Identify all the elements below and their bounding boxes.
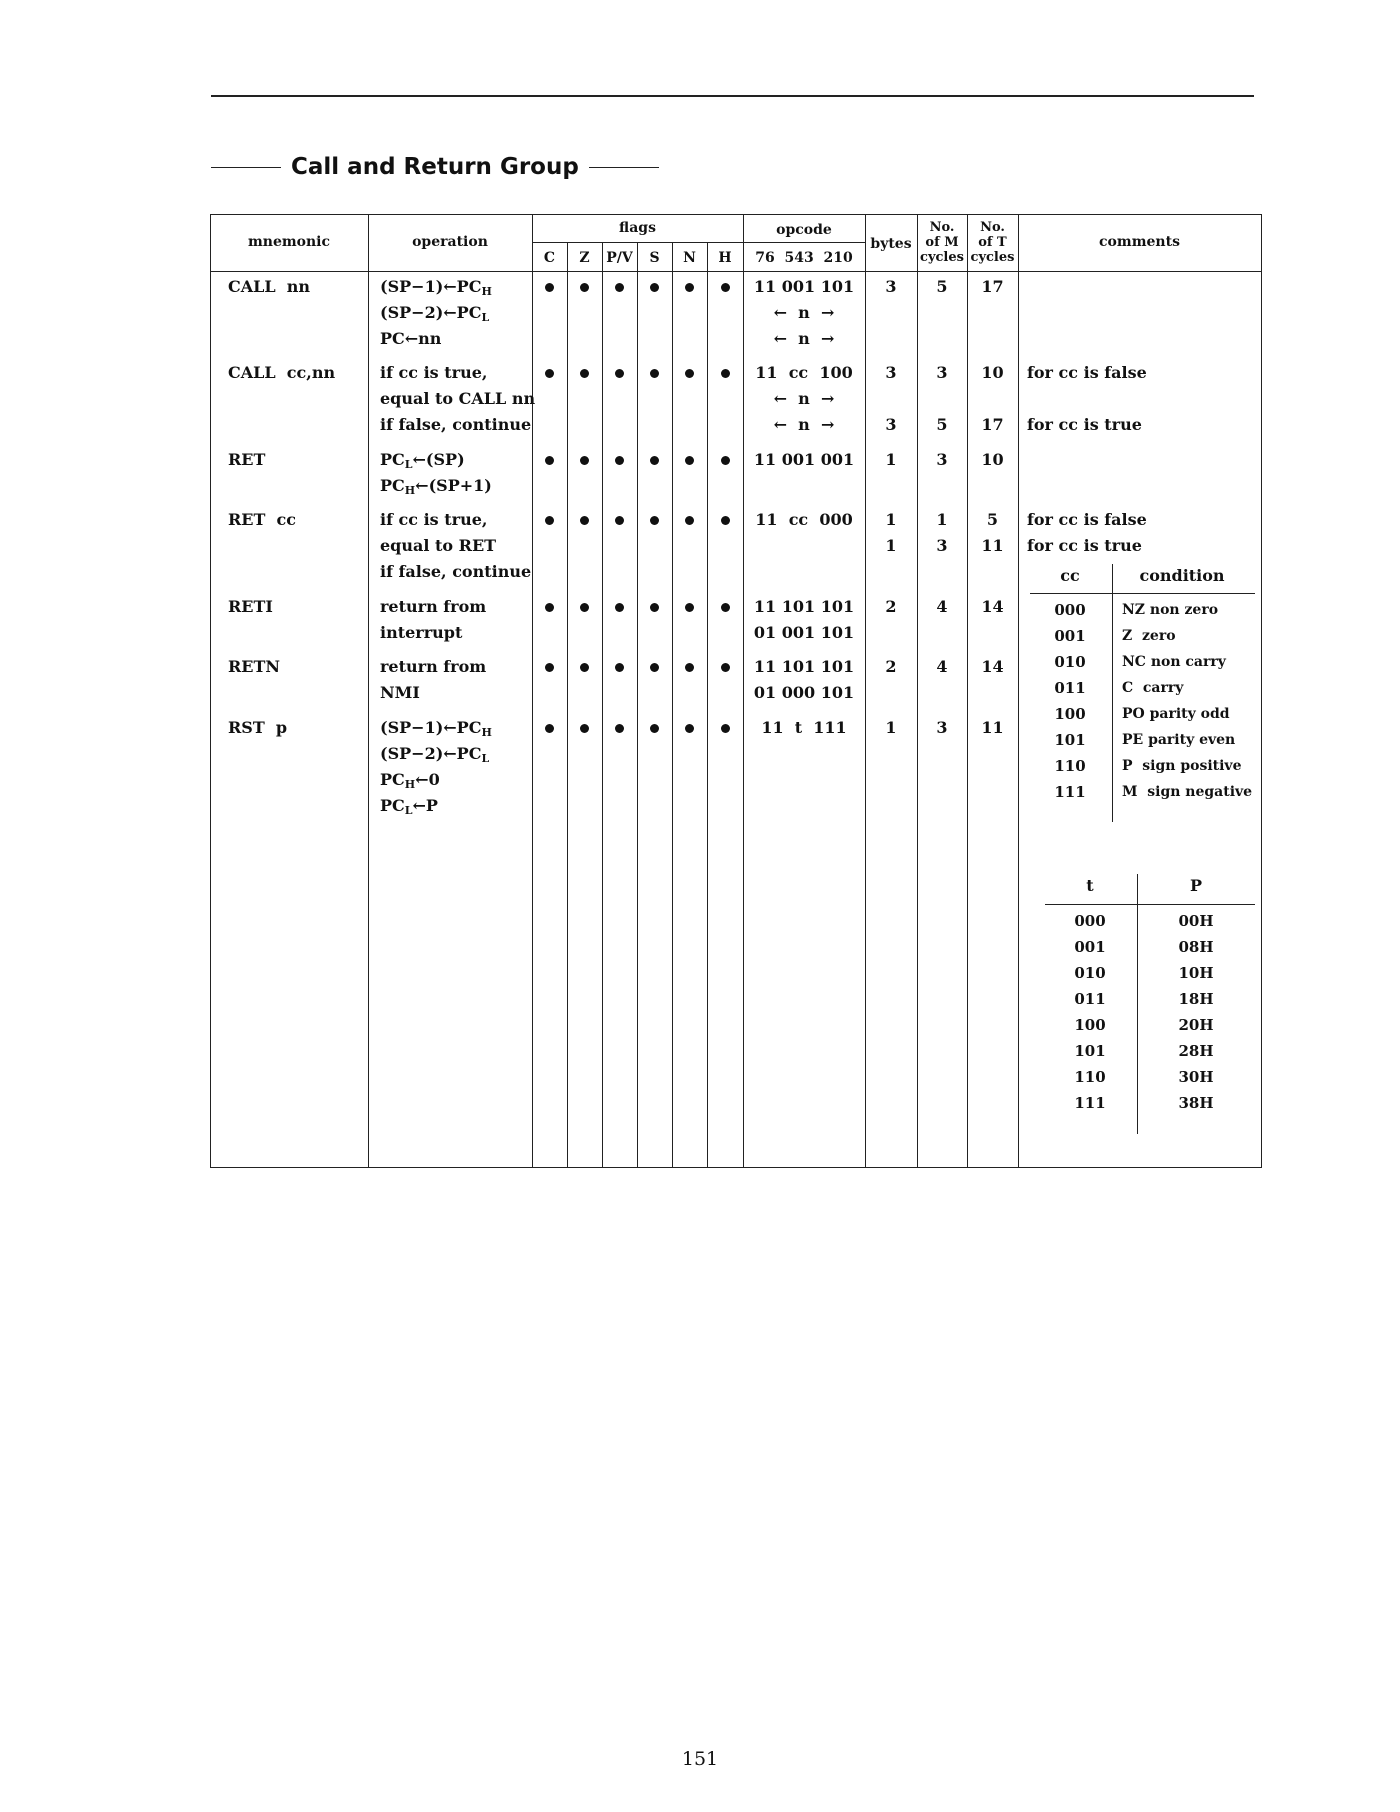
opcode-line: ← n →	[773, 415, 835, 434]
flag-unaffected-dot	[721, 516, 730, 525]
flag-unaffected-dot	[650, 603, 659, 612]
operation-line: interrupt	[380, 623, 463, 642]
cc-condition: PO parity odd	[1122, 706, 1230, 722]
cc-condition: PE parity even	[1122, 732, 1236, 748]
flag-unaffected-dot	[650, 724, 659, 733]
cc-condition: NZ non zero	[1122, 602, 1219, 618]
cc-code: 000	[1054, 601, 1086, 619]
p-address: 30H	[1178, 1068, 1214, 1086]
opcode-line: 11 101 101	[753, 657, 855, 676]
cc-condition: C carry	[1122, 680, 1184, 696]
mnemonic-cell: RET cc	[228, 510, 297, 529]
header-m-line: of M	[925, 235, 959, 250]
m-cycles-cell: 4	[936, 657, 948, 676]
m-cycles-cell: 3	[936, 450, 948, 469]
col-line	[368, 214, 369, 1168]
operation-line: return from	[380, 597, 487, 616]
header-m-cycles	[917, 220, 967, 265]
flag-unaffected-dot	[685, 663, 694, 672]
header-operation: operation	[412, 234, 488, 250]
opcode-line: ← n →	[773, 303, 835, 322]
flag-unaffected-dot	[615, 724, 624, 733]
cc-condition: P sign positive	[1122, 758, 1242, 774]
t-cycles-cell: 14	[981, 597, 1004, 616]
col-line	[865, 214, 866, 1168]
opcode-line: ← n →	[773, 329, 835, 348]
flag-unaffected-dot	[650, 283, 659, 292]
subscript: H	[404, 778, 416, 791]
flag-unaffected-dot	[650, 369, 659, 378]
subscript: L	[404, 804, 413, 817]
m-cycles-cell: 3	[936, 718, 948, 737]
cc-table-divider	[1112, 564, 1113, 822]
operation-line: if false, continue	[380, 415, 532, 434]
col-line	[917, 214, 918, 1168]
flag-unaffected-dot	[650, 663, 659, 672]
operation-line: equal to CALL nn	[380, 389, 536, 408]
col-line	[532, 214, 533, 1168]
operation-line: NMI	[380, 683, 420, 702]
flag-unaffected-dot	[721, 369, 730, 378]
operation-line: $(SP-2)\leftarrow PC_L$	[380, 744, 490, 765]
header-t-line: of T	[978, 235, 1007, 250]
title-dash-left	[211, 167, 281, 168]
cc-header: cc	[1060, 566, 1080, 585]
col-line	[210, 214, 211, 1168]
flag-unaffected-dot	[685, 603, 694, 612]
operation-line: $(SP-1)\leftarrow PC_H$	[380, 718, 492, 739]
comment-line: for cc is false	[1027, 510, 1147, 529]
top-rule	[211, 95, 1254, 97]
flag-unaffected-dot	[685, 369, 694, 378]
operation-line: return from	[380, 657, 487, 676]
subscript: L	[481, 752, 490, 765]
flag-unaffected-dot	[615, 603, 624, 612]
col-line	[567, 242, 568, 1168]
bytes-cell: 1	[885, 450, 897, 469]
flag-unaffected-dot	[685, 516, 694, 525]
subscript: L	[481, 311, 490, 324]
t-code: 110	[1074, 1068, 1106, 1086]
flag-unaffected-dot	[721, 283, 730, 292]
comment-line: for cc is true	[1027, 536, 1142, 555]
flag-unaffected-dot	[545, 456, 554, 465]
header-m-line: cycles	[920, 250, 964, 265]
opcode-line: 01 000 101	[753, 683, 855, 702]
flag-unaffected-dot	[580, 369, 589, 378]
m-cycles-cell: 3	[936, 363, 948, 382]
mnemonic-cell: CALL nn	[228, 277, 311, 296]
operation-line: if cc is true,	[380, 510, 488, 529]
instruction-table	[210, 214, 1262, 1168]
mnemonic-cell: RET	[228, 450, 266, 469]
mnemonic-cell: CALL cc,nn	[228, 363, 336, 382]
operation-line: $PC_L\leftarrow(SP)$	[380, 450, 465, 471]
operation-line: PC←nn	[380, 329, 442, 348]
t-cycles-cell: 11	[981, 536, 1004, 555]
bytes-cell: 1	[885, 536, 897, 555]
p-address: 00H	[1178, 912, 1214, 930]
m-cycles-cell: 4	[936, 597, 948, 616]
t-code: 000	[1074, 912, 1106, 930]
opcode-line: 11 001 101	[753, 277, 855, 296]
cc-condition: NC non carry	[1122, 654, 1226, 670]
flag-unaffected-dot	[615, 516, 624, 525]
cc-code: 001	[1054, 627, 1086, 645]
header-opcode: opcode	[776, 222, 832, 238]
opcode-line: 11 101 101	[753, 597, 855, 616]
subscript: H	[404, 484, 416, 497]
t-header: t	[1086, 876, 1094, 895]
col-line	[1261, 214, 1262, 1168]
header-t-line: cycles	[970, 250, 1015, 265]
t-cycles-cell: 14	[981, 657, 1004, 676]
cc-condition: M sign negative	[1122, 784, 1253, 800]
cc-code: 110	[1054, 757, 1086, 775]
cc-table-header-line	[1030, 593, 1255, 594]
t-code: 100	[1074, 1016, 1106, 1034]
t-cycles-cell: 17	[981, 415, 1004, 434]
t-cycles-cell: 10	[981, 450, 1004, 469]
bytes-cell: 2	[885, 597, 897, 616]
flag-unaffected-dot	[615, 456, 624, 465]
col-line	[967, 214, 968, 1168]
header-flags: flags	[619, 220, 656, 236]
p-address: 10H	[1178, 964, 1214, 982]
opcode-line: 11 cc 000	[755, 510, 853, 529]
m-cycles-cell: 5	[936, 277, 948, 296]
header-comments: comments	[1099, 234, 1180, 250]
bytes-cell: 2	[885, 657, 897, 676]
subscript: L	[404, 458, 413, 471]
t-code: 111	[1074, 1094, 1106, 1112]
operation-line: $PC_L\leftarrow P$	[380, 796, 438, 817]
flag-unaffected-dot	[721, 663, 730, 672]
cc-condition: Z zero	[1122, 628, 1176, 644]
flag-unaffected-dot	[545, 283, 554, 292]
mnemonic-cell: RETN	[228, 657, 281, 676]
col-line	[637, 242, 638, 1168]
bytes-cell: 3	[885, 277, 897, 296]
title-dash-right	[589, 167, 659, 168]
mnemonic-cell: RST p	[228, 718, 288, 737]
opcode-line: 11 cc 100	[755, 363, 853, 382]
p-address: 38H	[1178, 1094, 1214, 1112]
header-flag-h: H	[718, 250, 732, 266]
header-opcode-bits: 76 543 210	[755, 250, 853, 266]
mnemonic-cell: RETI	[228, 597, 273, 616]
flag-unaffected-dot	[545, 724, 554, 733]
flag-unaffected-dot	[721, 724, 730, 733]
opcode-line: 01 001 101	[753, 623, 855, 642]
flag-unaffected-dot	[545, 603, 554, 612]
header-m-line: No.	[929, 220, 955, 235]
opcode-line: ← n →	[773, 389, 835, 408]
subscript: H	[481, 285, 492, 298]
flag-unaffected-dot	[721, 603, 730, 612]
cc-code: 100	[1054, 705, 1086, 723]
header-flag-pv: P/V	[606, 250, 633, 266]
flag-unaffected-dot	[650, 516, 659, 525]
flag-unaffected-dot	[615, 283, 624, 292]
m-cycles-cell: 1	[936, 510, 948, 529]
flag-unaffected-dot	[580, 456, 589, 465]
comment-line: for cc is false	[1027, 363, 1147, 382]
col-line	[1018, 214, 1019, 1168]
comment-line: for cc is true	[1027, 415, 1142, 434]
flag-unaffected-dot	[580, 603, 589, 612]
flag-unaffected-dot	[685, 456, 694, 465]
operation-line: if cc is true,	[380, 363, 488, 382]
p-address: 08H	[1178, 938, 1214, 956]
flag-unaffected-dot	[721, 456, 730, 465]
header-flag-c: C	[543, 250, 556, 266]
cc-code: 010	[1054, 653, 1086, 671]
flag-unaffected-dot	[580, 724, 589, 733]
flag-unaffected-dot	[580, 516, 589, 525]
header-flag-z: Z	[579, 250, 590, 266]
p-address: 28H	[1178, 1042, 1214, 1060]
opcode-line: 11 001 001	[753, 450, 855, 469]
operation-line: $(SP-1)\leftarrow PC_H$	[380, 277, 492, 298]
t-code: 010	[1074, 964, 1106, 982]
t-cycles-cell: 10	[981, 363, 1004, 382]
t-cycles-cell: 17	[981, 277, 1004, 296]
section-title-text: Call and Return Group	[291, 154, 579, 180]
t-cycles-cell: 11	[981, 718, 1004, 737]
col-line	[672, 242, 673, 1168]
header-t-line: No.	[980, 220, 1005, 235]
col-line	[707, 242, 708, 1168]
flag-unaffected-dot	[685, 724, 694, 733]
m-cycles-cell: 3	[936, 536, 948, 555]
opcode-subheader-line	[743, 242, 866, 243]
m-cycles-cell: 5	[936, 415, 948, 434]
header-flag-n: N	[683, 250, 696, 266]
t-table-header-line	[1045, 904, 1255, 905]
operation-line: equal to RET	[380, 536, 497, 555]
condition-header: condition	[1139, 566, 1225, 585]
cc-code: 101	[1054, 731, 1086, 749]
header-flag-s: S	[649, 250, 660, 266]
bytes-cell: 1	[885, 510, 897, 529]
opcode-line: 11 t 111	[761, 718, 847, 737]
header-bytes: bytes	[870, 236, 912, 252]
p-header: P	[1189, 876, 1203, 895]
t-code: 001	[1074, 938, 1106, 956]
bytes-cell: 1	[885, 718, 897, 737]
section-title	[211, 151, 659, 183]
cc-code: 011	[1054, 679, 1086, 697]
t-code: 011	[1074, 990, 1106, 1008]
p-address: 20H	[1178, 1016, 1214, 1034]
page-number: 151	[681, 1748, 719, 1770]
flag-unaffected-dot	[545, 369, 554, 378]
flag-unaffected-dot	[650, 456, 659, 465]
flag-unaffected-dot	[615, 369, 624, 378]
t-code: 101	[1074, 1042, 1106, 1060]
header-mnemonic: mnemonic	[247, 234, 331, 250]
operation-line: if false, continue	[380, 562, 532, 581]
bytes-cell: 3	[885, 363, 897, 382]
cc-code: 111	[1054, 783, 1086, 801]
flag-unaffected-dot	[685, 283, 694, 292]
operation-line: $PC_H\leftarrow 0$	[380, 770, 440, 791]
t-cycles-cell: 5	[986, 510, 999, 529]
flag-unaffected-dot	[545, 663, 554, 672]
operation-line: $(SP-2)\leftarrow PC_L$	[380, 303, 490, 324]
flag-unaffected-dot	[580, 663, 589, 672]
header-t-cycles	[967, 220, 1018, 265]
subscript: H	[481, 726, 492, 739]
flag-unaffected-dot	[580, 283, 589, 292]
col-line	[602, 242, 603, 1168]
p-address: 18H	[1178, 990, 1214, 1008]
operation-line: $PC_H\leftarrow(SP+1)$	[380, 476, 492, 497]
flag-unaffected-dot	[615, 663, 624, 672]
flag-unaffected-dot	[545, 516, 554, 525]
bytes-cell: 3	[885, 415, 897, 434]
